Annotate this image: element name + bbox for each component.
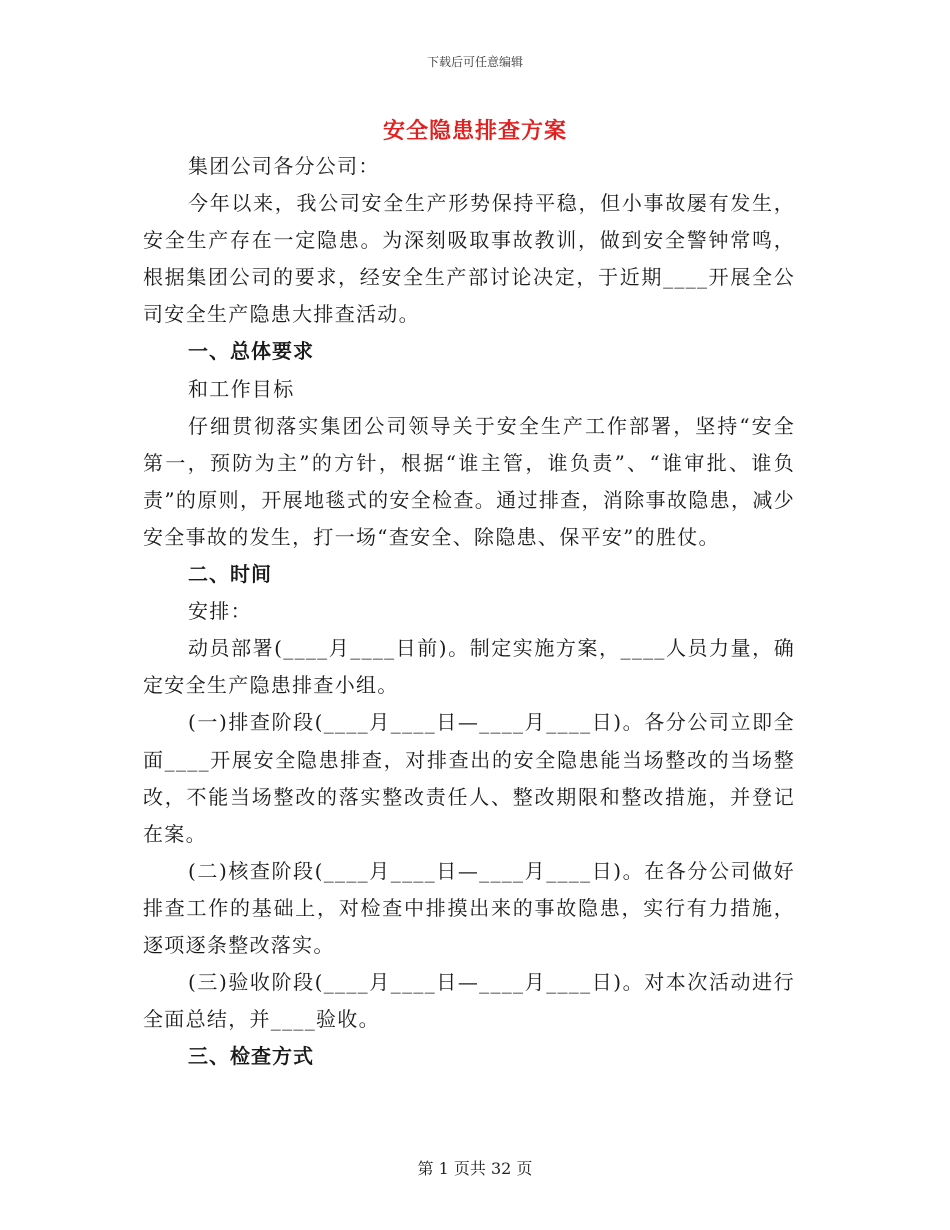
mobilization-paragraph: 动员部署(____月____日前)。制定实施方案，____人员力量，确定安全生产隐患排查小组。 [143,636,795,698]
page-header-note: 下载后可任意编辑 [426,55,523,69]
phase3-paragraph: (三)验收阶段(____月____日—____月____日)。对本次活动进行全面总结，并____验收。 [143,970,795,1032]
phase2-paragraph: (二)核查阶段(____月____日—____月____日)。在各分公司做好排查工作的基础上，对检查中排摸出来的事故隐患，实行有力措施，逐项逐条整改落实。 [143,858,795,957]
phase1-paragraph: (一)排查阶段(____月____日—____月____日)。各分公司立即全面____开展安全隐患排查，对排查出的安全隐患能当场整改的当场整改，不能当场整改的落实整改责任人、整改期限和整改措施，并登记在案。 [143,710,795,846]
page-number-footer: 第 1 页共 32 页 [417,1159,533,1178]
section1-paragraph: 仔细贯彻落实集团公司领导关于安全生产工作部署，坚持“安全第一，预防为主”的方针，根据“谁主管，谁负责”、“谁审批、谁负责”的原则，开展地毯式的安全检查。通过排查，消除事故隐患，减少安全事故的发生，打一场“查安全、除隐患、保平安”的胜仗。 [143,413,795,549]
intro-paragraph: 今年以来，我公司安全生产形势保持平稳，但小事故屡有发生，安全生产存在一定隐患。为深刻吸取事故教训，做到安全警钟常鸣，根据集团公司的要求，经安全生产部讨论决定，于近期____开展全公司安全生产隐患大排查活动。 [143,191,795,327]
section1-subheading: 和工作目标 [188,376,295,401]
section2-heading: 二、时间 [188,562,272,587]
section1-heading: 一、总体要求 [188,339,314,364]
section3-heading: 三、检查方式 [188,1044,314,1069]
salutation: 集团公司各分公司： [188,154,380,178]
document-title: 安全隐患排查方案 [382,118,567,144]
section2-subheading: 安排： [188,599,252,624]
document-body [143,148,795,1075]
